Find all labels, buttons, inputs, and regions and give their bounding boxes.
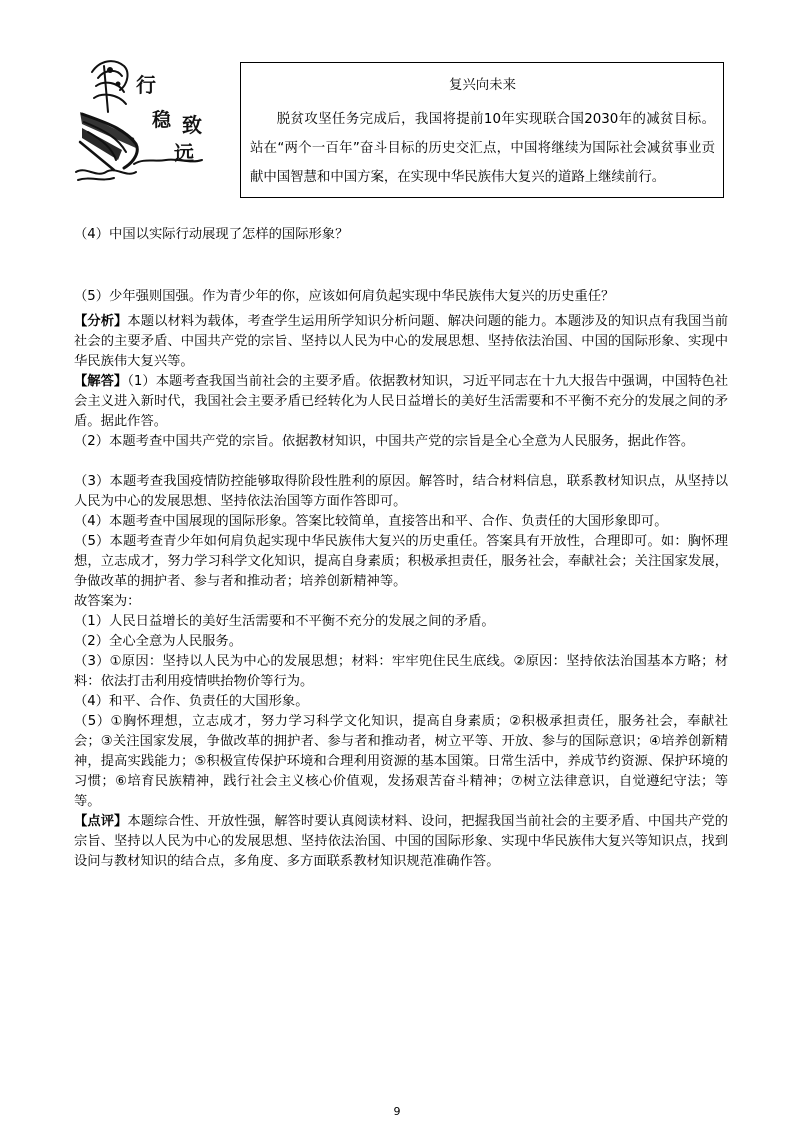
solution-3: （3）本题考查我国疫情防控能够取得阶段性胜利的原因。解答时，结合材料信息，联系教材知识点，从坚持以人民为中心的发展思想、坚持依法治国等方面作答即可。 [74,474,728,509]
logo-char-1: 行 [136,73,156,97]
question-4: （4）中国以实际行动展现了怎样的国际形象？ [74,227,349,242]
answer-5: （5）①胸怀理想，立志成才，努力学习科学文化知识，提高自身素质；②积极承担责任，服务社会，奉献社会；③关注国家发展，争做改革的拥护者、参与者和推动者，树立平等、开放、参与的国际意识；④培养创新精神，提高实践能力；⑤积极宣传保护环境和合理利用资源的基本国策。日常生活中，养成节约资源、保护环境的习惯；⑥培育民族精神，践行社会主义核心价值观，发扬艰苦奋斗精神；⑦树立法律意识，自觉遵纪守法；等等。 [74,714,728,809]
analysis-label: 【分析】 [74,314,128,329]
logo-char-3: 致 [182,113,202,137]
ship-logo-illustration [74,52,226,184]
solution-label: 【解答】 [74,374,128,389]
question-5: （5）少年强则国强。作为青少年的你，应该如何肩负起实现中华民族伟大复兴的历史重任？ [74,289,615,304]
solution-4: （4）本题考查中国展现的国际形象。答案比较简单，直接答出和平、合作、负责任的大国形象即可。 [74,514,668,529]
comment-label: 【点评】 [74,814,128,829]
answer-section [74,312,728,872]
logo-char-2: 稳 [152,109,172,131]
answer-1: （1）人民日益增长的美好生活需要和不平衡不充分的发展之间的矛盾。 [74,614,495,629]
spacer [74,452,728,472]
material-box [240,62,724,198]
material-text: 脱贫攻坚任务完成后，我国将提前10年实现联合国2030年的减贫目标。站在“两个一百年”奋斗目标的历史交汇点，中国将继续为国际社会减贫事业贡献中国智慧和中国方案，在实现中华民族伟大复兴的道路上继续前行。 [250,112,715,185]
answer-4: （4）和平、合作、负责任的大国形象。 [74,694,309,709]
material-title: 复兴向未来 [449,78,516,93]
solution-1-text: （1）本题考查我国当前社会的主要矛盾。依据教材知识，习近平同志在十九大报告中强调，中国特色社会主义进入新时代，我国社会主要矛盾已经转化为人民日益增长的美好生活需要和不平衡不充分的发展之间的矛盾。据此作答。 [74,374,729,429]
logo-char-4: 远 [174,141,194,165]
answer-intro: 故答案为： [74,594,141,609]
comment-paragraph [74,812,728,872]
solution-1 [74,372,728,432]
question-5-block [74,287,728,307]
solution-5: （5）本题考查青少年如何肩负起实现中华民族伟大复兴的历史重任。答案具有开放性，合理即可。如：胸怀理想，立志成才，努力学习科学文化知识，提高自身素质；积极承担责任，服务社会，奉献社会；关注国家发展，争做改革的拥护者、参与者和推动者；培养创新精神等。 [74,534,728,589]
page-number: 9 [393,1105,401,1118]
comment-text: 本题综合性、开放性强，解答时要认真阅读材料、设问，把握我国当前社会的主要矛盾、中国共产党的宗旨、坚持以人民为中心的发展思想、坚持依法治国、中国的国际形象、实现中华民族伟大复兴等知识点，找到设问与教材知识的结合点，多角度、多方面联系教材知识规范准确作答。 [74,814,729,869]
answer-2: （2）全心全意为人民服务。 [74,634,243,649]
question-4-block [74,225,728,245]
analysis-paragraph [74,312,728,372]
analysis-text: 本题以材料为载体，考查学生运用所学知识分析问题、解决问题的能力。本题涉及的知识点有我国当前社会的主要矛盾、中国共产党的宗旨、坚持以人民为中心的发展思想、坚持依法治国、中国的国际形象、实现中华民族伟大复兴等。 [74,314,729,369]
solution-2: （2）本题考查中国共产党的宗旨。依据教材知识，中国共产党的宗旨是全心全意为人民服务，据此作答。 [74,434,695,449]
answer-3: （3）①原因：坚持以人民为中心的发展思想；材料：牢牢兜住民生底线。②原因：坚持依法治国基本方略；材料：依法打击利用疫情哄抬物价等行为。 [74,654,728,689]
